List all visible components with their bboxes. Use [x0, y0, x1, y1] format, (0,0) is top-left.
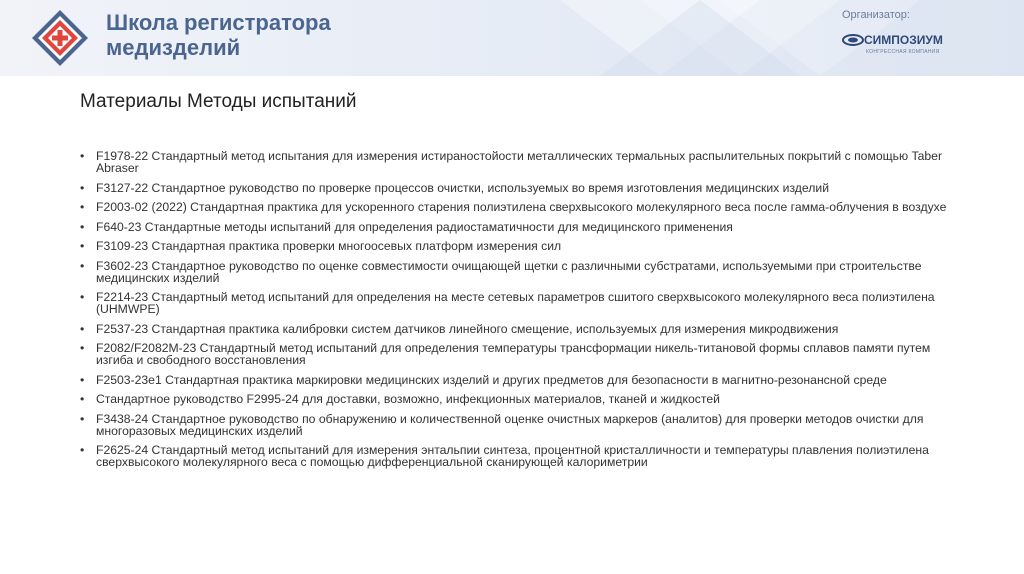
list-item — [80, 444, 960, 468]
list-item-text: F2537-23 Стандартная практика калибровки систем датчиков линейного смещение, используемых для измерения микродвижения — [96, 321, 839, 336]
list-item — [80, 150, 960, 174]
list-item-text: F3109-23 Стандартная практика проверки многоосевых платформ измерения сил — [96, 239, 562, 253]
list-item — [80, 260, 960, 284]
list-item — [80, 323, 960, 335]
list-item — [80, 342, 960, 366]
list-item — [80, 240, 960, 252]
header-band — [0, 0, 1024, 76]
list-item — [80, 221, 960, 233]
list-item — [80, 413, 960, 437]
list-item-text: F1978-22 Стандартный метод испытания для измерения истираностойости металлических термальных распылительных покрытий с помощью Taber Abraser — [96, 149, 943, 175]
brand-line-2: медизделий — [106, 35, 241, 60]
organizer-label: Организатор: — [842, 9, 910, 21]
bullet-icon: • — [80, 149, 85, 163]
bullet-icon: • — [80, 219, 85, 234]
list-item-text: F2625-24 Стандартный метод испытаний для измерения энтальпии синтеза, процентной кристалличности и температуры плавления полиэтилена сверхвысокого молекулярного веса с помощью дифференциальной сканирующей калориметрии — [96, 443, 929, 469]
ellipse-swoosh-icon — [842, 32, 864, 48]
list-item-text: F2214-23 Стандартный метод испытаний для определения на месте сетевых параметров сшитого сверхвысокого молекулярного веса полиэтилена (UHMWPE) — [96, 290, 935, 316]
medical-cross-diamond-icon — [30, 8, 90, 68]
bullet-icon: • — [80, 411, 85, 426]
bullet-icon: • — [80, 392, 85, 406]
standards-list — [80, 150, 960, 476]
organizer-logo — [842, 30, 972, 60]
list-item — [80, 182, 960, 194]
page-title: Материалы Методы испытаний — [80, 91, 357, 112]
bullet-icon: • — [80, 200, 85, 214]
bullet-icon: • — [80, 180, 85, 195]
brand-title — [106, 10, 331, 60]
list-item-text: F3438-24 Стандартное руководство по обнаружению и количественной оценке очистных маркеров (аналитов) для проверки методов очистки для многоразовых медицинских изделий — [96, 411, 924, 438]
bullet-icon: • — [80, 372, 85, 387]
organizer-subtitle: КОНГРЕССНАЯ КОМПАНИЯ — [866, 49, 940, 55]
list-item — [80, 201, 960, 213]
bullet-icon: • — [80, 239, 85, 253]
bullet-icon: • — [80, 443, 85, 457]
list-item-text: F2503-23e1 Стандартная практика маркировки медицинских изделий и других предметов для безопасности в магнитно-резонансной среде — [96, 372, 887, 387]
list-item-text: Стандартное руководство F2995-24 для доставки, возможно, инфекционных материалов, тканей и жидкостей — [96, 392, 720, 406]
list-item-text: F3127-22 Стандартное руководство по проверке процессов очистки, используемых во время изготовления медицинских изделий — [96, 180, 829, 195]
list-item-text: F640-23 Стандартные методы испытаний для определения радиостаматичности для медицинского применения — [96, 219, 733, 234]
brand-line-1: Школа регистратора — [106, 10, 331, 35]
list-item — [80, 291, 960, 315]
list-item-text: F2082/F2082M-23 Стандартный метод испытаний для определения температуры трансформации никель-титановой формы сплавов памяти путем изгиба и свободного восстановления — [96, 341, 931, 367]
bullet-icon: • — [80, 258, 85, 273]
list-item-text: F2003-02 (2022) Стандартная практика для ускоренного старения полиэтилена сверхвысокого молекулярного веса после гамма-облучения в воздухе — [96, 200, 947, 214]
organizer-name: СИМПОЗИУМ — [864, 33, 943, 47]
list-item-text: F3602-23 Стандартное руководство по оценке совместимости очищающей щетки с различными субстратами, используемыми при строительстве медицинских изделий — [96, 258, 922, 285]
list-item — [80, 374, 960, 386]
list-item — [80, 393, 960, 405]
bullet-icon: • — [80, 321, 85, 336]
bullet-icon: • — [80, 290, 85, 304]
bullet-icon: • — [80, 341, 85, 355]
